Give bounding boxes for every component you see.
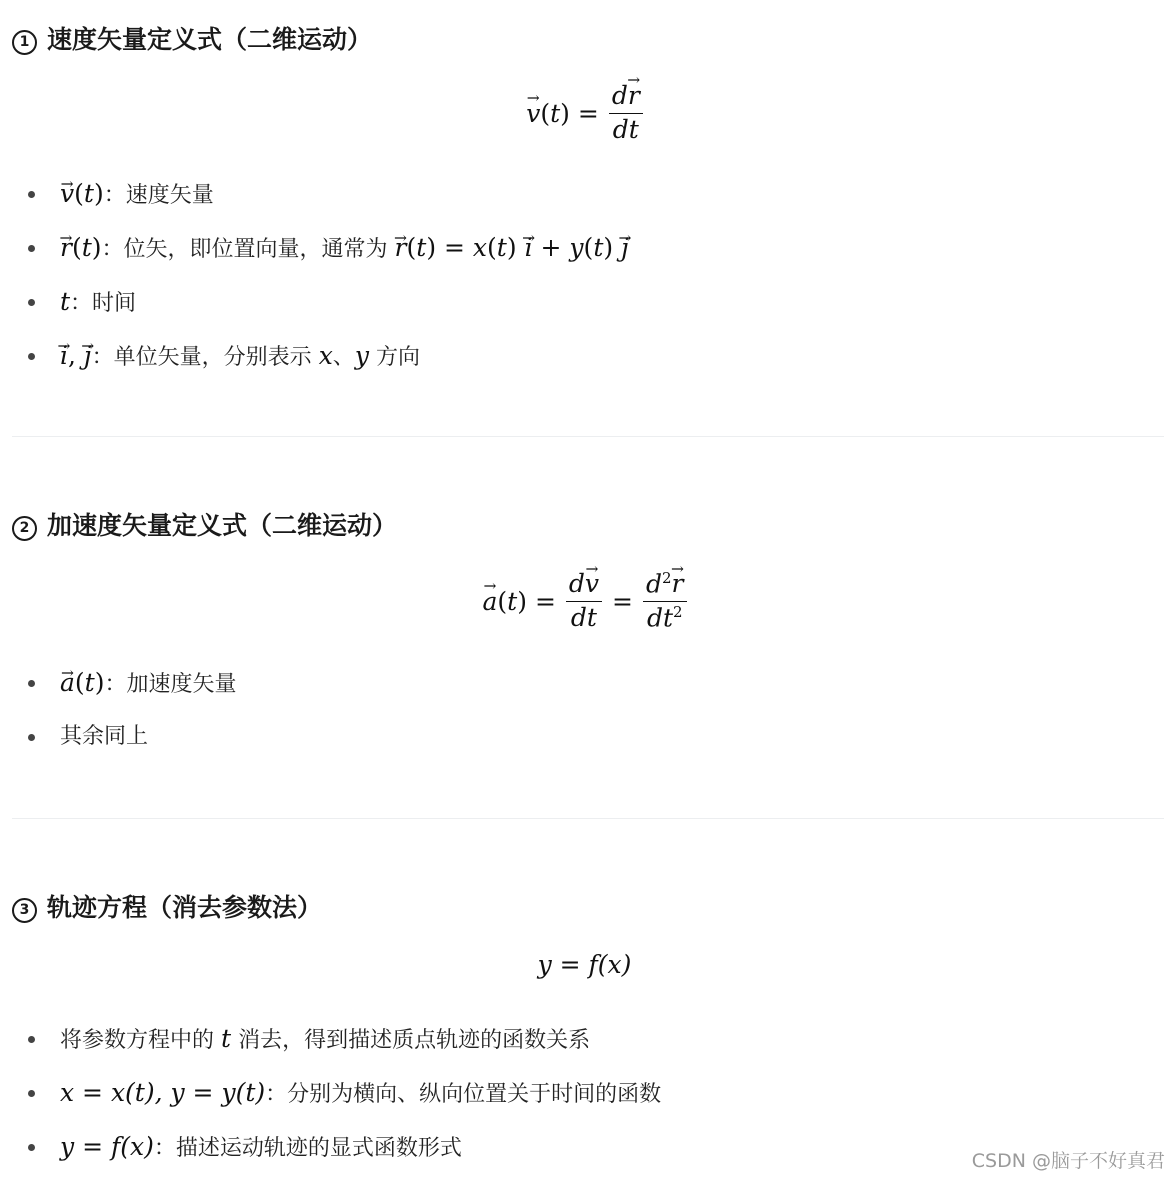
- list-item: [0, 710, 1169, 764]
- item-text: 将参数方程中的: [60, 1028, 215, 1053]
- divider: [12, 818, 1164, 819]
- list-item: [0, 1012, 1169, 1066]
- math-display: y = f(x): [537, 950, 632, 979]
- math-inline: → v(t): [60, 179, 104, 208]
- item-text: 其余同上: [60, 724, 149, 749]
- list-item: [0, 1066, 1169, 1120]
- math-inline: t: [221, 1024, 232, 1053]
- section-heading: [12, 506, 397, 542]
- math-inline: → r(t): [60, 233, 102, 262]
- circled-number: 1: [12, 30, 37, 55]
- math-inline: x = x(t), y = y(t): [60, 1078, 266, 1107]
- list-item: [0, 167, 1169, 221]
- fraction: $\frac{d^2\to r}{dt^2}$: [643, 570, 687, 633]
- section-title: 轨迹方程（消去参数法）: [47, 893, 323, 922]
- math-inline: y: [354, 341, 369, 370]
- bullet-list: [0, 167, 1169, 383]
- math-inline: y = f(x): [60, 1132, 154, 1161]
- item-text: ：单位矢量，分别表示: [91, 345, 312, 370]
- bullet-list: [0, 656, 1169, 764]
- item-text: ：加速度矢量: [104, 672, 237, 697]
- list-item: [0, 656, 1169, 710]
- item-text: ：时间: [70, 291, 137, 316]
- list-item: [0, 221, 1169, 275]
- watermark: CSDN @脑子不好真君: [971, 1150, 1165, 1172]
- formula-trajectory: [0, 950, 1169, 980]
- item-text: 、: [332, 345, 355, 370]
- item-text: ：速度矢量: [103, 183, 214, 208]
- item-text: 消去，得到描述质点轨迹的函数关系: [238, 1028, 591, 1053]
- section-heading: [12, 20, 372, 56]
- item-text: 方向: [375, 345, 420, 370]
- section-title: 加速度矢量定义式（二维运动）: [47, 511, 398, 540]
- list-item: [0, 329, 1169, 383]
- math-inline: → r(t) = x(t) → i + y(t) → j: [395, 233, 629, 262]
- math-inline: → a(t): [60, 668, 104, 697]
- math-inline: x: [318, 341, 333, 370]
- section-title: 速度矢量定义式（二维运动）: [47, 25, 373, 54]
- circled-number: 2: [12, 516, 37, 541]
- formula-velocity: → v(t) = $\frac{d\to r}{dt}$: [0, 82, 1169, 145]
- math-inline: → i, → j: [60, 341, 92, 370]
- section-heading: [12, 888, 322, 924]
- divider: [12, 436, 1164, 437]
- item-text: ：分别为横向、纵向位置关于时间的函数: [265, 1082, 662, 1107]
- circled-number: 3: [12, 898, 37, 923]
- fraction: $\frac{d\to v}{dt}$: [566, 570, 602, 633]
- fraction: $\frac{d\to r}{dt}$: [609, 82, 643, 145]
- list-item: [0, 275, 1169, 329]
- math-inline: t: [60, 287, 71, 316]
- item-text: ：描述运动轨迹的显式函数形式: [153, 1136, 462, 1161]
- formula-acceleration: → a(t) = $\frac{d\to v}{dt}$ = $\frac{d^2\to r}{dt^2}$: [0, 570, 1169, 633]
- item-text: ：位矢，即位置向量，通常为: [101, 237, 388, 262]
